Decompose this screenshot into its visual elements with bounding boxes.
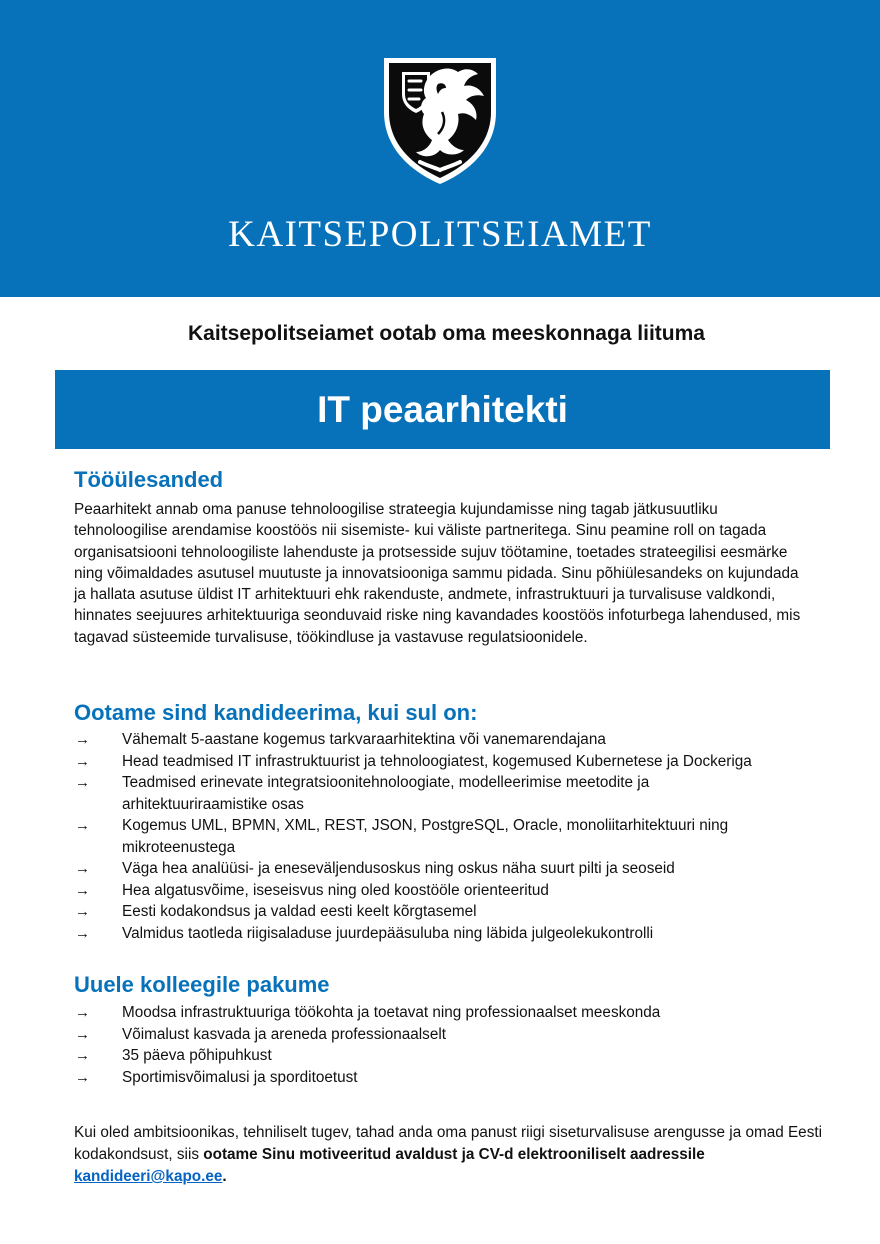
duties-text: Peaarhitekt annab oma panuse tehnoloogilise strateegia kujundamisse ning tagab jätkusuutliku tehnoloogilise arendamise koostöös nii sisemiste- kui väliste partneritega. Sinu peamine roll on tagada organisatsiooni tehnoloogiliste lahenduste ja protsesside sujuv töötamine, toetades strateegilisi eesmärke ning võimaldades asutusel muutuste ja innovatsiooniga sammu pidada. Sinu põhiülesandeks on kujundada ja hallata asutuse üldist IT arhitektuuri ehk rakenduste, andmete, infrastruktuuri ja turvalisuse valdkondi, hinnates seejuures arhitektuuriga seonduvaid riske ning kavandades koostöös infoturbega lahendused, mis tagavad süsteemide turvalisuse, töökindluse ja vastavuse regulatsioonidele. <box>74 501 801 646</box>
closing-bold-text: ootame Sinu motiveeritud avaldust ja CV-d elektrooniliselt aadressile <box>203 1146 705 1163</box>
list-item: → Väga hea analüüsi- ja eneseväljendusoskus ning oskus näha suurt pilti ja seoseid <box>74 858 814 880</box>
duties-heading: Tööülesanded <box>74 467 224 492</box>
job-title-band <box>55 370 830 449</box>
arrow-right-icon: → <box>75 774 90 791</box>
griffin-shield-crest-icon <box>380 54 500 186</box>
arrow-right-icon: → <box>75 924 90 942</box>
closing-end: . <box>222 1168 227 1185</box>
arrow-right-icon: → <box>75 903 90 920</box>
email-link[interactable]: kandideeri@kapo.ee <box>74 1168 223 1185</box>
header-banner <box>0 0 880 297</box>
offer-list <box>74 1002 814 1088</box>
list-item: → Teadmised erinevate integratsioonitehnoloogiate, modelleerimise meetodite ja arhitektuuriraamistike osas <box>75 774 650 813</box>
arrow-right-icon: → <box>75 1068 90 1086</box>
list-item: → Moodsa infrastruktuuriga töökohta ja toetavat ning professionaalset meeskonda <box>74 1002 814 1024</box>
list-item: → Head teadmised IT infrastruktuurist ja tehnoloogiatest, kogemused Kubernetese ja Dockeriga <box>74 751 814 773</box>
arrow-right-icon: → <box>75 817 90 834</box>
list-item: → Sportimisvõimalusi ja sporditoetust <box>74 1067 814 1089</box>
list-item: → Kogemus UML, BPMN, XML, REST, JSON, PostgreSQL, Oracle, monoliitarhitektuuri ning mikroteenustega <box>75 817 729 856</box>
requirements-list <box>74 729 814 944</box>
arrow-right-icon: → <box>75 1004 90 1021</box>
arrow-right-icon: → <box>75 752 90 770</box>
arrow-right-icon: → <box>75 1047 90 1064</box>
arrow-right-icon: → <box>75 1025 90 1043</box>
list-item: → Hea algatusvõime, iseseisvus ning oled koostööle orienteeritud <box>74 880 814 902</box>
arrow-right-icon: → <box>75 731 90 748</box>
list-item: → Eesti kodakondsus ja valdad eesti keelt kõrgtasemel <box>74 901 814 923</box>
requirements-heading: Ootame sind kandideerima, kui sul on: <box>74 700 478 725</box>
closing-paragraph <box>74 1122 822 1188</box>
closing-text: Kui oled ambitsioonikas, tehniliselt tugev, tahad anda oma panust riigi siseturvalisuse arengusse ja omad Eesti kodakondsust, siis <box>74 1124 822 1163</box>
arrow-right-icon: → <box>75 860 90 877</box>
list-item: → Võimalust kasvada ja areneda professionaalselt <box>74 1024 814 1046</box>
offer-heading: Uuele kolleegile pakume <box>74 972 330 997</box>
list-item: → Vähemalt 5-aastane kogemus tarkvaraarhitektina või vanemarendajana <box>74 729 814 751</box>
job-title: IT peaarhitekti <box>317 388 568 430</box>
intro-heading: Kaitsepolitseiamet ootab oma meeskonnaga liituma <box>188 322 705 345</box>
list-item: → Valmidus taotleda riigisaladuse juurdepääsuluba ning läbida julgeolekukontrolli <box>74 923 814 945</box>
list-item: → 35 päeva põhipuhkust <box>74 1045 814 1067</box>
agency-name: KAITSEPOLITSEIAMET <box>228 214 652 255</box>
arrow-right-icon: → <box>75 881 90 899</box>
